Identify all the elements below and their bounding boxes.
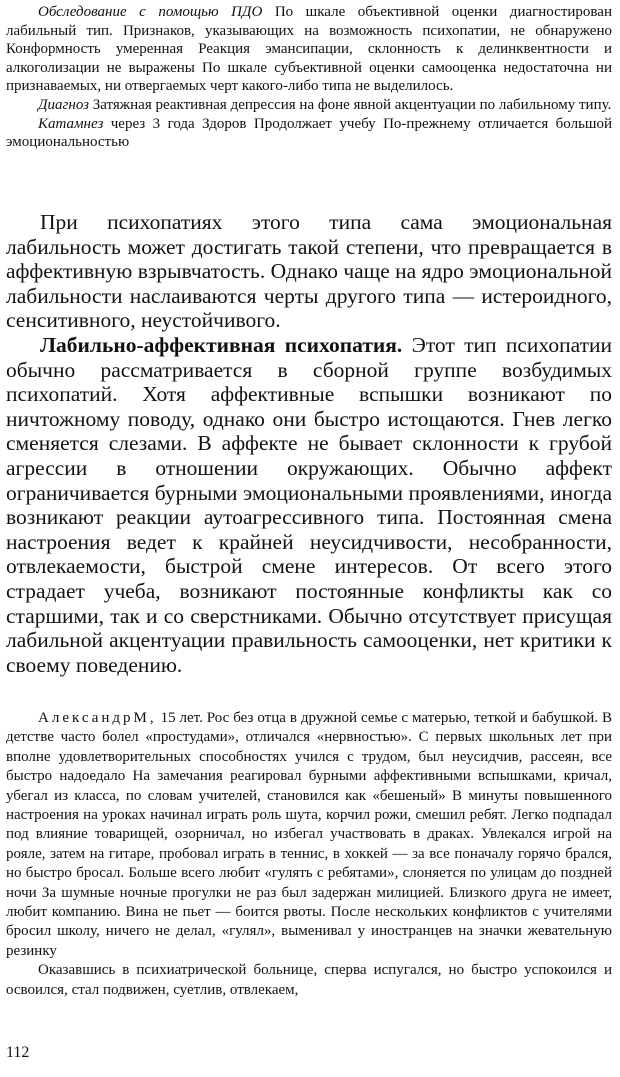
pdo-paragraph: [6, 3, 612, 96]
catamnesis-label: Катамнез: [38, 115, 104, 132]
page-number: 112: [6, 1044, 30, 1061]
diagnosis-label: Диагноз: [38, 96, 89, 113]
main-paragraph-1: При психопатиях этого типа сама эмоциональная лабильность может достигать такой степени, что превращается в аффективную взрывчатость. Однако чаще на ядро эмоциональной лабильности наслаиваются черты другого типа — истероидного, сенситивного, неустойчивого.: [6, 210, 612, 333]
main-text: [6, 210, 612, 677]
case-paragraph-1: [6, 709, 612, 961]
main-paragraph-2: [6, 333, 612, 677]
examination-block: [6, 3, 612, 152]
diagnosis-paragraph: [6, 96, 612, 115]
main-paragraph-2-text: Этот тип психопатии обычно рассматривается в сборной группе возбудимых психопатий. Хотя аффективные вспышки возникают по ничтожному поводу, однако они быстро истощаются. Гнев легко сменяется слезами. В аффекте не бывает склонности к грубой агрессии в отношении окружающих. Обычно аффект ограничивается бурными эмоциональными проявлениями, иногда возникают реакции аутоагрессивного типа. Постоянная смена настроения ведет к крайней неусидчивости, несобранности, отвлекаемости, быстрой смене интересов. От всего этого страдает учеба, возникают постоянные конфликты как со старшими, так и со сверстниками. Обычно отсутствует присущая лабильной акцентуации правильность самооценки, нет критики к своему поведению.: [6, 332, 613, 677]
pdo-text: По шкале объективной оценки диагностирован лабильный тип. Признаков, указывающих на возможность психопатии, не обнаружено Конформность умеренная Реакция эмансипации, склонность к делинквентности и алкоголизации не выражены По шкале субъективной оценки самооценка недостаточна ни признаваемых, ни отвергаемых черт какого-либо типа не выделилось.: [6, 4, 612, 95]
section-heading: Лабильно-аффективная психопатия.: [40, 332, 403, 357]
pdo-label: Обследование с помощью ПДО: [38, 4, 263, 20]
catamnesis-text: через 3 года Здоров Продолжает учебу По-прежнему отличается большой эмоциональностью: [6, 115, 612, 151]
diagnosis-text: Затяжная реактивная депрессия на фоне явной акцентуации по лабильному типу.: [92, 96, 612, 113]
case-paragraph-1-text: 15 лет. Рос без отца в дружной семье с матерью, теткой и бабушкой. В детстве часто болел «простудами», отличался «нервностью». С первых школьных лет при вполне удовлетворительных способностях учился с трудом, был неусидчив, рассеян, все быстро надоедало На замечания реагировал бурными аффективными вспышками, кричал, убегал из класса, по словам учителей, становился как «бешеный» В минуты повышенного настроения на уроках начинал играть роль шута, корчил рожи, смешил ребят. Легко подпадал под влияние товарищей, озорничал, но избегал участвовать в драках. Увлекался игрой на рояле, затем на гитаре, пробовал играть в теннис, в хоккей — за все поначалу горячо брался, но быстро бросал. Больше всего любит «гулять с ребятами», слоняется по улицам до поздней ночи За шумные ночные прогулки не раз был задержан милицией. Близкого друга не имеет, любит компанию. Вина не пьет — боится рвоты. После нескольких конфликтов с учителями бросил школу, ничего не делал, «гулял», выменивал у иностранцев на значки жевательную резинку: [6, 710, 612, 959]
case-study: [6, 709, 612, 1000]
patient-name: АлександрМ,: [38, 710, 157, 726]
catamnesis-paragraph: [6, 115, 612, 152]
case-paragraph-2: Оказавшись в психиатрической больнице, сперва испугался, но быстро успокоился и освоился, стал подвижен, суетлив, отвлекаем,: [6, 962, 612, 998]
